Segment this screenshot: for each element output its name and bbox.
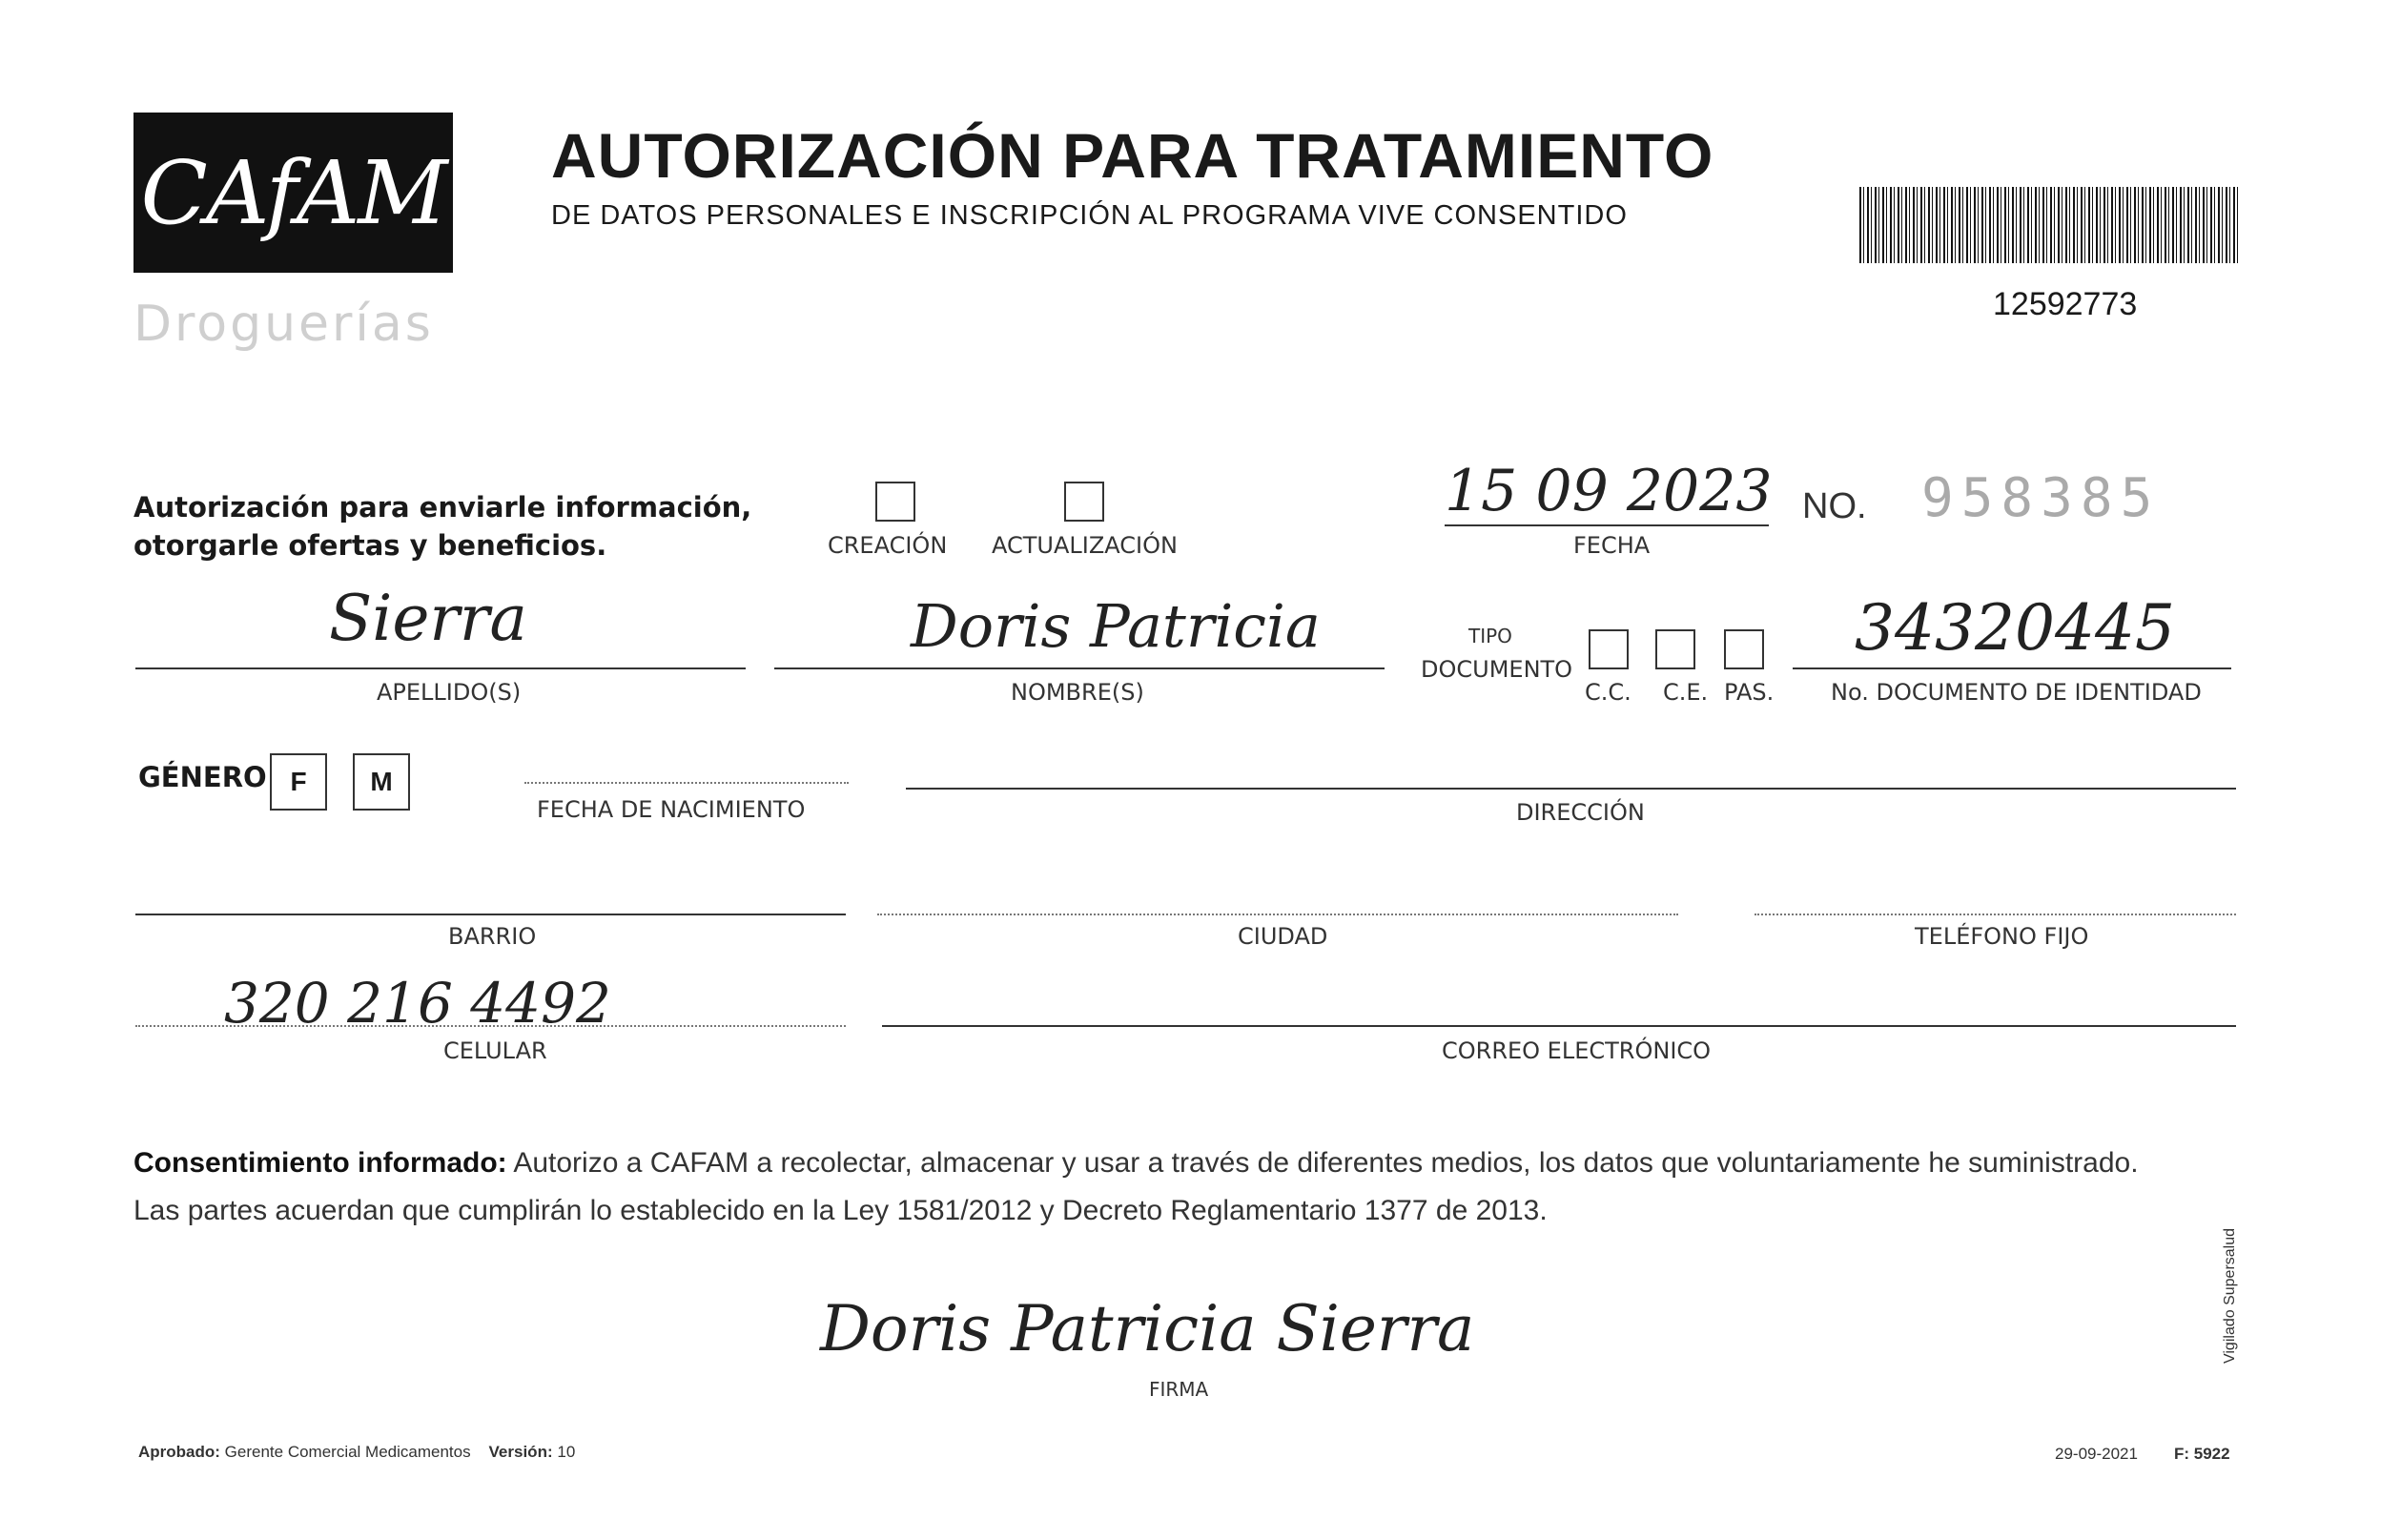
celular-value[interactable]: 320 216 4492 [224, 971, 611, 1036]
doc-number-value[interactable]: 34320445 [1855, 591, 2175, 665]
barcode-number: 12592773 [1993, 286, 2138, 322]
footer-date: 29-09-2021 [2055, 1445, 2138, 1463]
barrio-line[interactable] [135, 914, 846, 915]
creacion-label: CREACIÓN [828, 532, 948, 559]
genero-f-box[interactable]: F [270, 753, 327, 811]
intro-line-1: Autorización para enviarle información, [133, 491, 752, 524]
footer-code: F: 5922 [2174, 1445, 2230, 1463]
footer-aprobado [138, 1443, 575, 1462]
correo-label: CORREO ELECTRÓNICO [1442, 1037, 1712, 1064]
celular-line [135, 1025, 846, 1027]
pas-label: PAS. [1724, 679, 1775, 706]
tipo-label: TIPO [1468, 625, 1512, 647]
doc-number-label: No. DOCUMENTO DE IDENTIDAD [1831, 679, 2202, 706]
nacimiento-label: FECHA DE NACIMIENTO [537, 796, 806, 823]
version-label: Versión: [488, 1443, 553, 1461]
nacimiento-line [524, 782, 849, 784]
no-label: NO. [1802, 486, 1867, 526]
nombre-value[interactable]: Doris Patricia [911, 591, 1321, 661]
ce-checkbox[interactable] [1655, 629, 1695, 669]
aprobado-value: Gerente Comercial Medicamentos [224, 1443, 471, 1461]
signature-label: FIRMA [1149, 1378, 1209, 1401]
aprobado-label: Aprobado: [138, 1443, 220, 1461]
direccion-label: DIRECCIÓN [1516, 799, 1645, 826]
supersalud-text: Vigilado Supersalud [2222, 1227, 2238, 1364]
barrio-label: BARRIO [448, 923, 537, 950]
cc-label: C.C. [1585, 679, 1631, 706]
ce-label: C.E. [1663, 679, 1709, 706]
apellido-line [135, 667, 746, 669]
apellido-value[interactable]: Sierra [329, 582, 527, 655]
genero-label: GÉNERO [138, 761, 267, 793]
logo-subtitle: Droguerías [133, 296, 434, 353]
ciudad-label: CIUDAD [1238, 923, 1328, 950]
no-value: 958385 [1921, 467, 2161, 529]
consent-text-2: Las partes acuerdan que cumplirán lo establecido en la Ley 1581/2012 y Decreto Reglamentario 1377 de 2013. [133, 1195, 1548, 1226]
consent-text-1: Autorizo a CAFAM a recolectar, almacenar y usar a través de diferentes medios, los datos que voluntariamente he suministrado. [513, 1147, 2139, 1179]
nombre-line [774, 667, 1385, 669]
creacion-checkbox[interactable] [875, 482, 915, 522]
consent-text [133, 1140, 2250, 1235]
genero-m-box[interactable]: M [353, 753, 410, 811]
version-value: 10 [557, 1443, 576, 1461]
page-subtitle: DE DATOS PERSONALES E INSCRIPCIÓN AL PROGRAMA VIVE CONSENTIDO [551, 200, 1628, 231]
cc-checkbox[interactable] [1589, 629, 1629, 669]
cafam-logo [133, 113, 453, 273]
consent-line-1 [133, 1140, 2250, 1187]
apellido-label: APELLIDO(S) [377, 679, 522, 706]
actualizacion-checkbox[interactable] [1064, 482, 1104, 522]
correo-line[interactable] [882, 1025, 2236, 1027]
fecha-line [1445, 524, 1769, 526]
fecha-label: FECHA [1573, 532, 1651, 559]
barcode [1859, 187, 2241, 263]
telefono-label: TELÉFONO FIJO [1915, 923, 2089, 950]
doc-number-line [1793, 667, 2231, 669]
logo-text: CAfAM [140, 141, 446, 244]
documento-label: DOCUMENTO [1421, 656, 1573, 683]
celular-label: CELULAR [443, 1037, 547, 1064]
consent-heading: Consentimiento informado: [133, 1147, 507, 1179]
ciudad-line[interactable] [877, 914, 1678, 915]
direccion-line[interactable] [906, 788, 2236, 790]
fecha-value[interactable]: 15 09 2023 [1445, 458, 1773, 524]
page-title: AUTORIZACIÓN PARA TRATAMIENTO [551, 120, 1714, 191]
pas-checkbox[interactable] [1724, 629, 1764, 669]
nombre-label: NOMBRE(S) [1011, 679, 1144, 706]
signature[interactable]: Doris Patricia Sierra [820, 1292, 1475, 1365]
intro-line-2: otorgarle ofertas y beneficios. [133, 529, 607, 562]
actualizacion-label: ACTUALIZACIÓN [992, 532, 1178, 559]
telefono-line[interactable] [1755, 914, 2236, 915]
